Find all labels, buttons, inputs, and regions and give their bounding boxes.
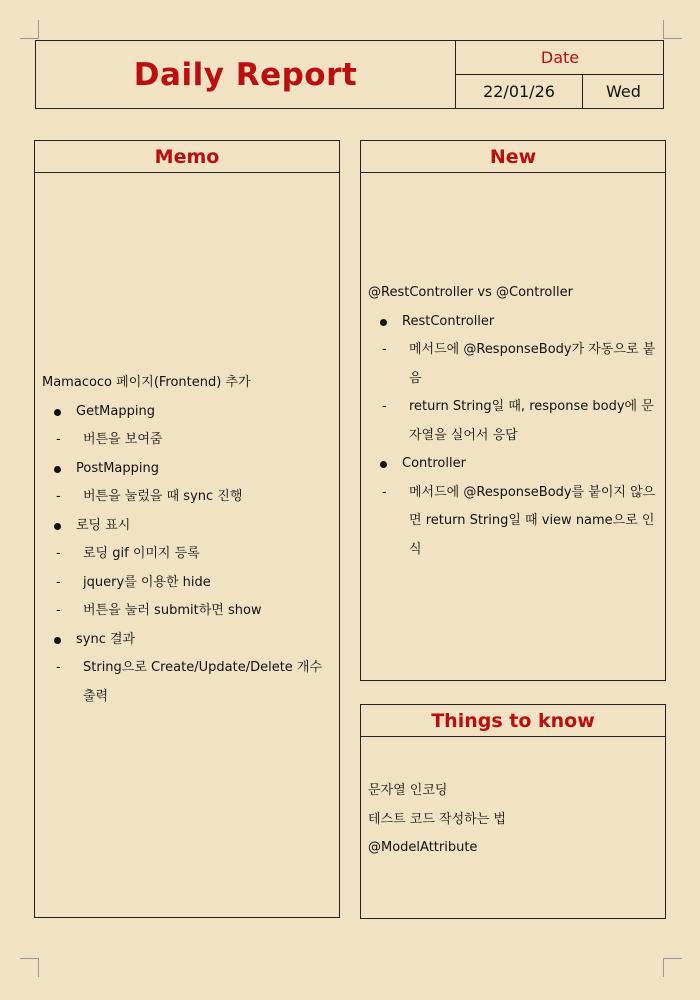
things-to-know-panel: [360, 704, 666, 919]
dash-icon: -: [56, 489, 61, 504]
list-item: RestController: [368, 308, 659, 337]
dash-icon: -: [382, 342, 387, 357]
bullet-icon: [54, 409, 61, 416]
page-title: Daily Report: [133, 56, 358, 93]
crop-mark-top-right: [663, 20, 682, 39]
crop-mark-bottom-right: [663, 958, 682, 977]
bullet-icon: [54, 523, 61, 530]
list-item: - 메서드에 @ResponseBody가 자동으로 붙음: [368, 336, 659, 393]
list-item: 로딩 표시: [42, 512, 333, 541]
day-value: Wed: [606, 82, 641, 101]
memo-title: Memo: [35, 141, 339, 173]
things-to-know-title: Things to know: [361, 705, 665, 737]
list-item: PostMapping: [42, 455, 333, 484]
list-item: sync 결과: [42, 626, 333, 655]
list-item: - jquery를 이용한 hide: [42, 569, 333, 598]
new-panel: [360, 140, 666, 681]
list-item: - 버튼을 눌렀을 때 sync 진행: [42, 483, 333, 512]
memo-content: [42, 369, 333, 711]
list-item: - 로딩 gif 이미지 등록: [42, 540, 333, 569]
list-item: - String으로 Create/Update/Delete 개수 출력: [42, 654, 333, 711]
dash-icon: -: [56, 432, 61, 447]
list-item: Controller: [368, 450, 659, 479]
list-item: 테스트 코드 작성하는 법: [368, 811, 506, 827]
new-content: [368, 279, 659, 564]
list-item: @ModelAttribute: [368, 840, 478, 855]
new-heading: @RestController vs @Controller: [368, 285, 573, 300]
list-item: GetMapping: [42, 398, 333, 427]
list-item: 문자열 인코딩: [368, 783, 448, 798]
new-title: New: [361, 141, 665, 173]
memo-heading: Mamacoco 페이지(Frontend) 추가: [42, 375, 251, 390]
dash-icon: -: [56, 546, 61, 561]
dash-icon: -: [56, 574, 61, 590]
bullet-icon: [54, 637, 61, 644]
bullet-icon: [380, 461, 387, 468]
memo-panel: [34, 140, 340, 918]
dash-icon: -: [56, 660, 61, 675]
dash-icon: -: [382, 399, 387, 414]
date-label: Date: [456, 41, 664, 75]
title-cell: [36, 41, 456, 108]
dash-icon: -: [382, 484, 387, 500]
list-item: - 버튼을 눌러 submit하면 show: [42, 597, 333, 626]
report-header: [35, 40, 664, 109]
bullet-icon: [54, 466, 61, 473]
list-item: - 메서드에 @ResponseBody를 붙이지 않으면 return String일 때 view name으로 인식: [368, 479, 659, 565]
list-item: - return String일 때, response body에 문자열을 실어서 응답: [368, 393, 659, 450]
things-to-know-content: [368, 777, 659, 863]
crop-mark-top-left: [20, 20, 39, 39]
list-item: - 버튼을 보여줌: [42, 426, 333, 455]
bullet-icon: [380, 319, 387, 326]
dash-icon: -: [56, 603, 61, 618]
crop-mark-bottom-left: [20, 958, 39, 977]
date-value: 22/01/26: [456, 75, 583, 108]
